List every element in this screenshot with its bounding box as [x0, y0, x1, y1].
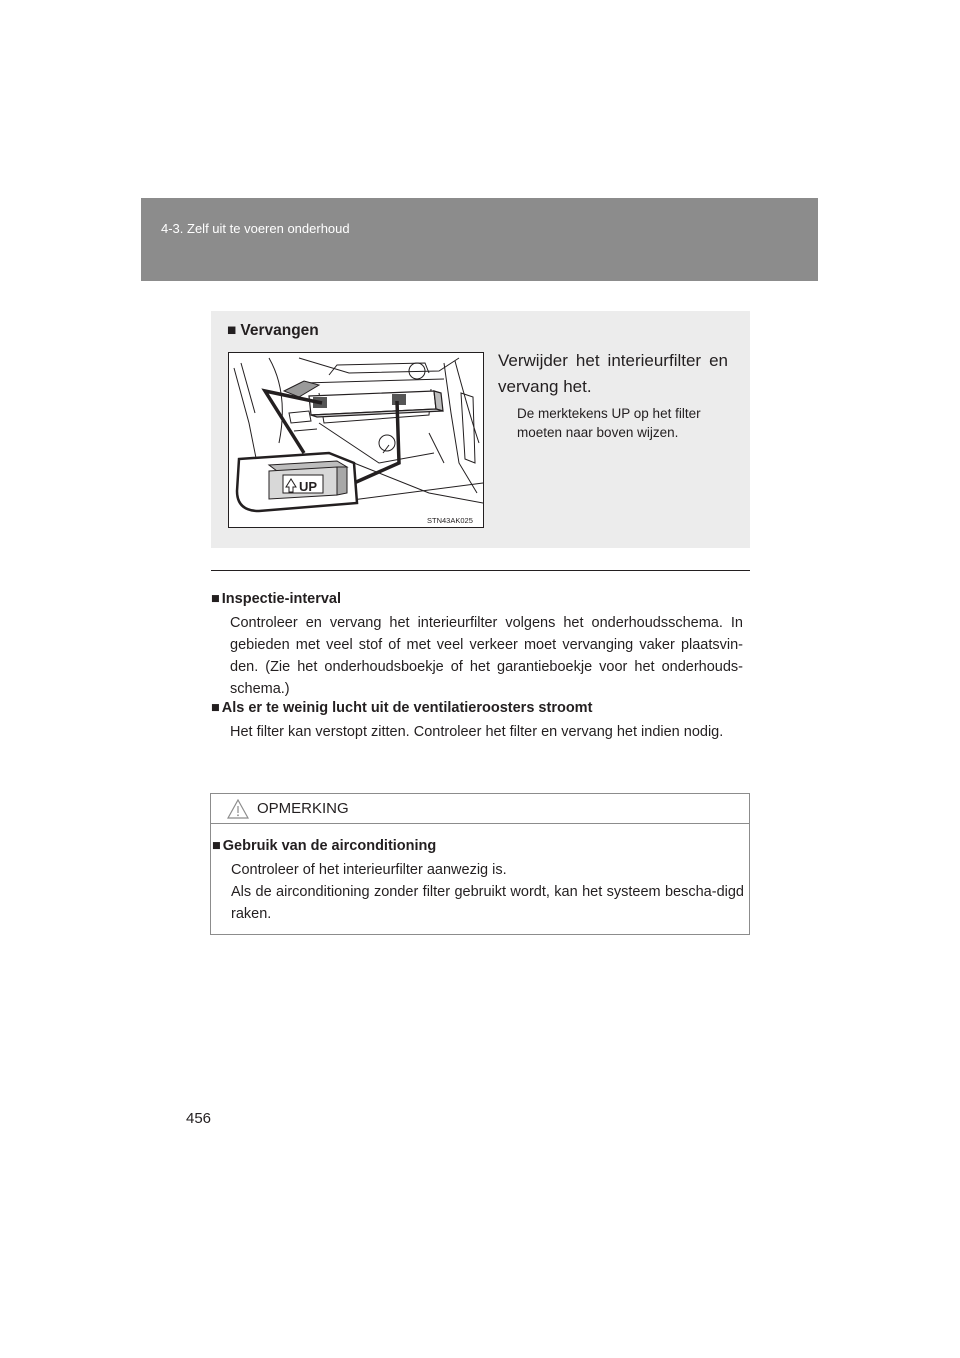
bullet-square-icon: ■ [227, 322, 237, 339]
filter-illustration [228, 352, 484, 528]
notice-line-2: Als de airconditioning zonder filter gebruikt wordt, kan het systeem bescha-digd raken. [231, 884, 744, 922]
low-airflow-section [211, 697, 743, 743]
section-heading: ■ Inspectie-interval [211, 591, 342, 607]
bullet-square-icon: ■ [212, 838, 221, 854]
replace-instruction: Verwijder het interieurfilter en vervang het. [498, 351, 728, 396]
notice-line-1: Controleer of het interieurfilter aanwezig is. [231, 862, 507, 878]
filter-up-marking: UP [299, 479, 318, 494]
replace-heading-text: Vervangen [240, 322, 319, 339]
page-number: 456 [186, 1110, 212, 1127]
replace-procedure-box [211, 311, 750, 548]
bullet-square-icon: ■ [211, 700, 220, 716]
section-divider [211, 570, 750, 571]
notice-box [210, 793, 750, 935]
notice-title: OPMERKING [257, 800, 349, 817]
section-text: Het filter kan verstopt zitten. Controleer het filter en vervang het indien nodig. [230, 724, 724, 740]
section-title: 4-3. Zelf uit te voeren onderhoud [161, 221, 350, 236]
section-heading: ■ Als er te weinig lucht uit de ventilatieroosters stroomt [211, 700, 593, 716]
warning-triangle-icon [227, 799, 249, 819]
notice-subtitle: ■ Gebruik van de airconditioning [212, 838, 437, 854]
replace-heading [227, 322, 319, 340]
bullet-square-icon: ■ [211, 591, 220, 607]
notice-header [211, 794, 749, 824]
chapter-header [141, 198, 818, 281]
figure-code: STN43AK025 [427, 516, 473, 525]
section-text: Controleer en vervang het interieurfilter volgens het onderhoudsschema. In gebieden met veel stof of met veel verkeer moet vervanging vaker plaatsvin-den. (Zie het onderhoudsboekje of het garantieboekje voor het onderhouds-schema.) [230, 615, 743, 697]
replace-note: De merktekens UP op het filter moeten naar boven wijzen. [517, 406, 701, 440]
notice-body [212, 835, 744, 925]
filter-drawing [229, 353, 483, 527]
inspection-interval-section [211, 588, 743, 700]
